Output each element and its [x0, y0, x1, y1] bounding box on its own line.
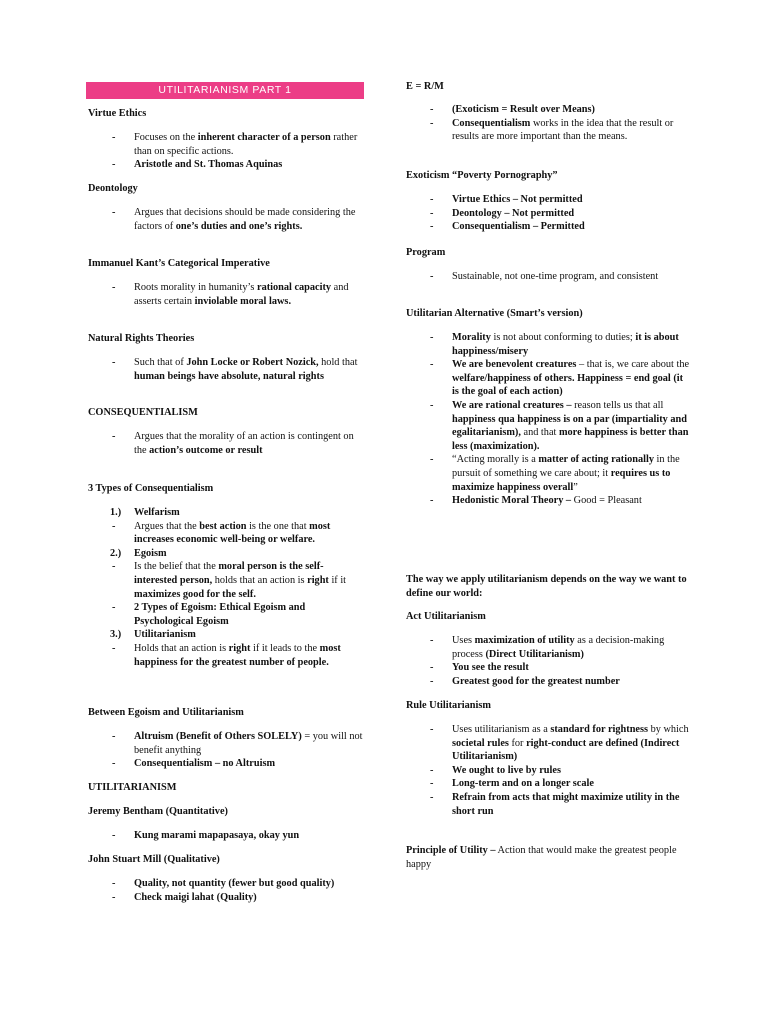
section-between: [88, 706, 363, 771]
heading-deontology: Deontology: [88, 183, 138, 194]
heading-between: Between Egoism and Utilitarianism: [88, 707, 244, 718]
list-consequentialism: [88, 430, 363, 457]
bullet-erm-1: - (Exoticism = Result over Means): [406, 103, 691, 117]
section-consequentialism: [88, 406, 363, 457]
bullet-act-3: - Greatest good for the greatest number: [406, 675, 691, 689]
bullet-exoticism-3: - Consequentialism – Permitted: [406, 220, 585, 234]
type-utilitarianism: 3.) Utilitarianism: [110, 629, 196, 641]
list-kant: [88, 281, 363, 308]
bullet-natural-1: - Such that of John Locke or Robert Nozick, hold that human beings have absolute, natural rights: [88, 356, 363, 383]
bullet-between-2: - Consequentialism – no Altruism: [88, 757, 363, 771]
heading-rule: Rule Utilitarianism: [406, 700, 491, 711]
section-virtue-ethics: [88, 107, 363, 172]
list-three-types: [88, 506, 363, 669]
heading-apply: The way we apply utilitarianism depends on the way we want to define our world:: [406, 574, 687, 599]
list-deontology: [88, 206, 363, 233]
section-mill: [88, 853, 334, 904]
bullet-rule-4: - Refrain from acts that might maximize utility in the short run: [406, 791, 691, 818]
bullet-kant-1: - Roots morality in humanity’s rational capacity and asserts certain inviolable moral laws.: [88, 281, 363, 308]
section-act: [406, 610, 691, 688]
bullet-mill-1: - Quality, not quantity (fewer but good quality): [88, 877, 334, 891]
heading-kant: Immanuel Kant’s Categorical Imperative: [88, 258, 270, 269]
section-three-types: [88, 482, 363, 669]
bullet-egoism-1: - Is the belief that the moral person is the self-interested person, holds that an action is right if it maximizes good for the self.: [88, 560, 363, 601]
heading-program: Program: [406, 247, 446, 258]
section-deontology: [88, 182, 363, 233]
type-welfarism: 1.) Welfarism: [110, 507, 180, 518]
type-egoism: 2.) Egoism: [110, 547, 167, 559]
bullet-rule-2: - We ought to live by rules: [406, 764, 691, 778]
heading-three-types: 3 Types of Consequentialism: [88, 483, 214, 494]
section-kant: [88, 257, 363, 308]
bullet-virtue-1: - Focuses on the inherent character of a person rather than on specific actions.: [88, 131, 363, 158]
list-act: [406, 634, 691, 688]
bullet-smart-3: - We are rational creatures – reason tells us that all happiness qua happiness is on a par (impartiality and egalitarianism), and that more happiness is better than less (maximization).: [406, 399, 691, 453]
bullet-between-1: - Altruism (Benefit of Others SOLELY) = you will not benefit anything: [88, 730, 363, 757]
list-smart: [406, 331, 691, 508]
bullet-egoism-2: - 2 Types of Egoism: Ethical Egoism and Psychological Egoism: [88, 601, 363, 628]
list-rule: [406, 723, 691, 818]
list-natural-rights: [88, 356, 363, 383]
section-exoticism: [406, 169, 585, 234]
bullet-utilitarianism: - Holds that an action is right if it leads to the most happiness for the greatest number of people.: [88, 642, 363, 669]
bullet-program-1: - Sustainable, not one-time program, and consistent: [406, 270, 658, 284]
heading-erm: E = R/M: [406, 81, 444, 92]
section-bentham: [88, 805, 299, 843]
section-apply: [406, 573, 691, 601]
heading-natural-rights: Natural Rights Theories: [88, 333, 195, 344]
bullet-smart-1: - Morality is not about conforming to duties; it is about happiness/misery: [406, 331, 691, 358]
heading-virtue-ethics: Virtue Ethics: [88, 108, 147, 119]
list-exoticism: [406, 193, 585, 234]
bullet-exoticism-1: - Virtue Ethics – Not permitted: [406, 193, 585, 207]
bullet-conseq-1: - Argues that the morality of an action is contingent on the action’s outcome or result: [88, 430, 363, 457]
bullet-smart-5: - Hedonistic Moral Theory – Good = Pleasant: [406, 494, 691, 508]
bullet-rule-1: - Uses utilitarianism as a standard for rightness by which societal rules for right-conduct are defined (Indirect Utilitarianism): [406, 723, 691, 764]
list-virtue-ethics: [88, 131, 363, 172]
section-program: [406, 246, 658, 284]
bullet-smart-4: - “Acting morally is a matter of acting rationally in the pursuit of something we care about; it requires us to maximize happiness overall”: [406, 453, 691, 494]
list-between: [88, 730, 363, 771]
section-natural-rights: [88, 332, 363, 383]
heading-act: Act Utilitarianism: [406, 611, 486, 622]
list-program: [406, 270, 658, 284]
bullet-deontology-1: - Argues that decisions should be made considering the factors of one’s duties and one’s rights.: [88, 206, 363, 233]
list-erm: [406, 103, 691, 144]
principle-of-utility: Principle of Utility – Action that would make the greatest people happy: [406, 845, 677, 870]
bullet-mill-2: - Check maigi lahat (Quality): [88, 891, 334, 905]
bullet-smart-2: - We are benevolent creatures – that is, we care about the welfare/happiness of others. Happiness = end goal (it is the goal of each action): [406, 358, 691, 399]
list-bentham: [88, 829, 299, 843]
bullet-welfarism: - Argues that the best action is the one that most increases economic well-being or welfare.: [88, 520, 363, 547]
bullet-bentham-1: - Kung marami mapapasaya, okay yun: [88, 829, 299, 843]
section-utilitarianism: [88, 781, 177, 795]
bullet-erm-2: - Consequentialism works in the idea that the result or results are more important than the means.: [406, 117, 691, 144]
section-rule: [406, 699, 691, 818]
heading-mill: John Stuart Mill (Qualitative): [88, 854, 220, 865]
heading-consequentialism: CONSEQUENTIALISM: [88, 407, 198, 418]
bullet-virtue-2: - Aristotle and St. Thomas Aquinas: [88, 158, 363, 172]
bullet-exoticism-2: - Deontology – Not permitted: [406, 207, 585, 221]
heading-smart: Utilitarian Alternative (Smart’s version): [406, 308, 583, 319]
bullet-rule-3: - Long-term and on a longer scale: [406, 777, 691, 791]
section-smart: [406, 307, 691, 508]
bullet-act-2: - You see the result: [406, 661, 691, 675]
title-banner: UTILITARIANISM PART 1: [86, 82, 364, 99]
heading-exoticism: Exoticism “Poverty Pornography”: [406, 170, 558, 181]
bullet-act-1: - Uses maximization of utility as a decision-making process (Direct Utilitarianism): [406, 634, 691, 661]
heading-utilitarianism: UTILITARIANISM: [88, 782, 177, 793]
heading-bentham: Jeremy Bentham (Quantitative): [88, 806, 228, 817]
list-mill: [88, 877, 334, 904]
section-erm: [406, 80, 691, 144]
